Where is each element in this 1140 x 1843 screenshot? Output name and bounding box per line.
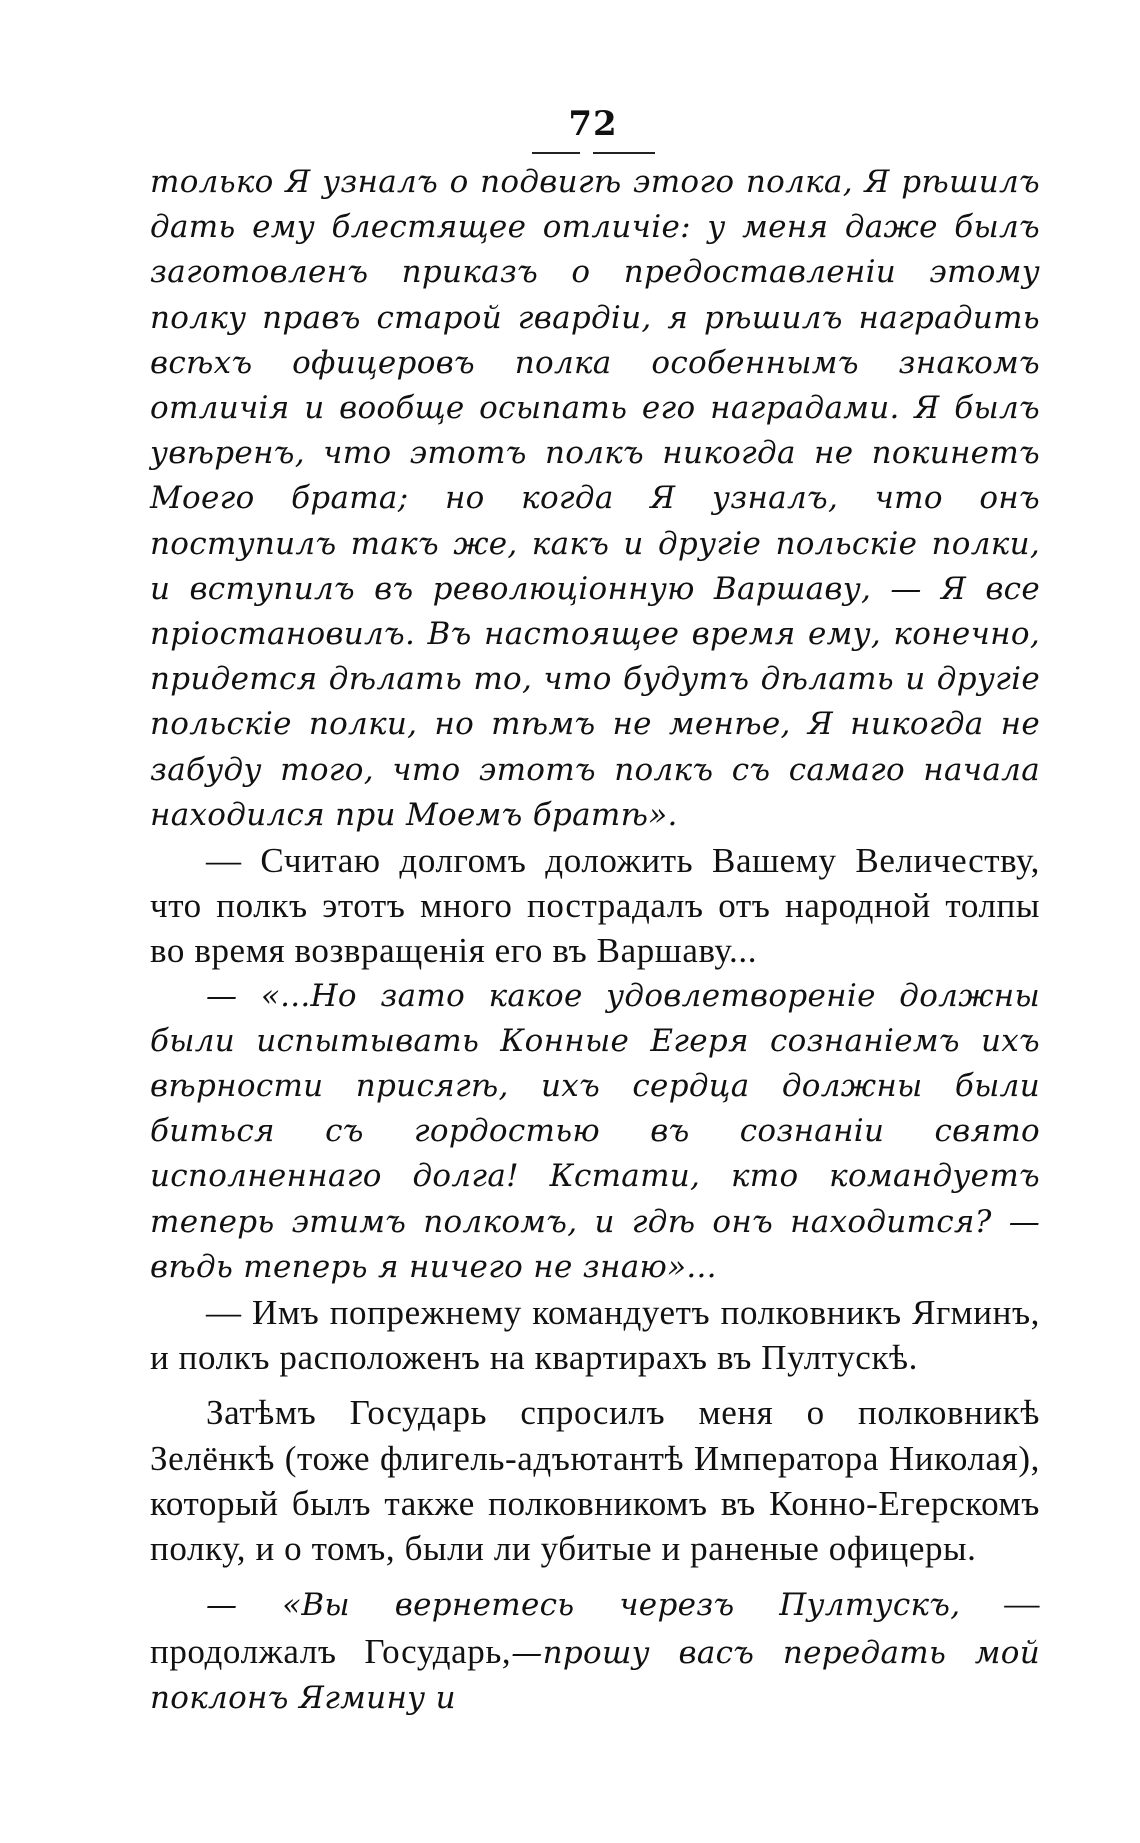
page-header [146,100,1040,160]
paragraph-gap [150,1380,1040,1390]
header-rule-left [532,152,580,154]
paragraph-quote-continuation: только Я узналъ о подвигѣ этого полка, Я рѣшилъ дать ему блестящее отличіе: у меня даже былъ заготовленъ приказъ о предоставленіи этому полку правъ старой гвардіи, я рѣшилъ наградить всѣхъ офицеровъ полка особеннымъ знакомъ отличія и вообще осыпать его наградами. Я былъ увѣренъ, что этотъ полкъ никогда не покинетъ Моего брата; но когда Я узналъ, что онъ поступилъ такъ же, какъ и другіе польскіе полки, и вступилъ въ революціонную Варшаву, — Я все пріостановилъ. Въ настоящее время ему, конечно, придется дѣлать то, что будутъ дѣлать и другіе польскіе полки, но тѣмъ не менѣе, Я никогда не забуду того, что этотъ полкъ съ самаго начала находился при Моемъ братѣ». [150,164,1040,833]
paragraph-report: — Считаю долгомъ доложить Вашему Величеству, что полкъ этотъ много пострадалъ отъ народной толпы во время возвращенія его въ Варшаву... [150,841,1040,971]
final-quote-part-1: — «Вы вернетесь черезъ Пултускъ, [206,1587,961,1624]
paragraph-narration: Затѣмъ Государь спросилъ меня о полковникѣ Зелёнкѣ (тоже флигель-адъютантѣ Императора Николая), который былъ также полковникомъ въ Конно-Егерскомъ полку, и о томъ, были ли убитые и раненые офицеры. [150,1393,1040,1569]
paragraph-emperor-reply: — «...Но зато какое удовлетвореніе должны были испытывать Конные Егеря сознаніемъ ихъ вѣрности присягѣ, ихъ сердца должны были биться съ гордостью въ сознаніи свято исполненнаго долга! Кстати, кто командуетъ теперь этимъ полкомъ, и гдѣ онъ находится? — вѣдь теперь я ничего не знаю»... [150,977,1040,1285]
paragraph-gap [150,1571,1040,1581]
page-number: 72 [568,104,618,144]
book-page [150,100,1040,1721]
header-rule-right [593,152,655,154]
paragraph-commander-answer: — Имъ попрежнему командуетъ полковникъ Ягминъ, и полкъ расположенъ на квартирахъ въ Пултускѣ. [150,1293,1040,1378]
paragraph-final-quote [150,1581,1040,1721]
body-text [150,160,1040,1721]
final-quote-part-2: — продолжалъ Государь, [150,1584,1041,1671]
final-quote-part-3: —прошу васъ передать мой поклонъ Ягмину и [150,1634,1040,1716]
